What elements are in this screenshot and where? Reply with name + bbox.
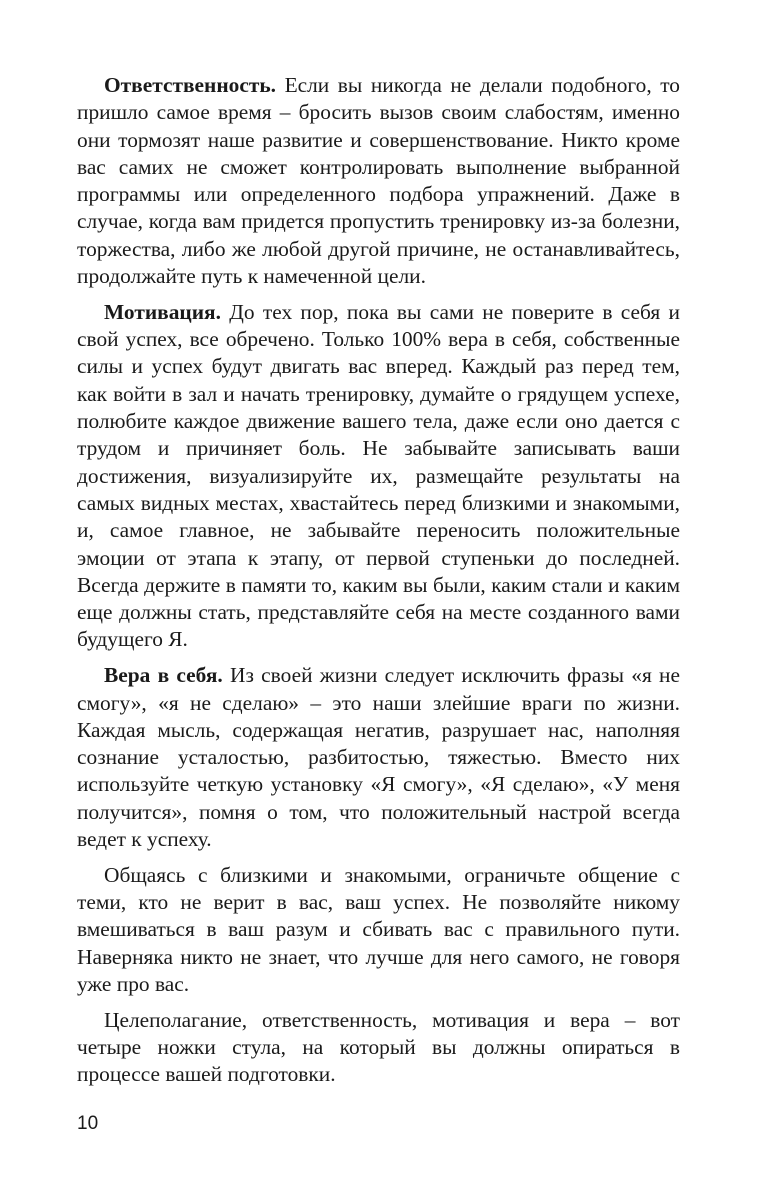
paragraph-self-belief [77, 662, 680, 853]
paragraph-motivation [77, 299, 680, 654]
paragraph-heading: Мотивация. [104, 299, 221, 324]
paragraph-text: Из своей жизни следует исключить фразы «я не смогу», «я не сделаю» – это наши злейшие враги по жизни. Каждая мысль, содержащая негатив, разрушает нас, наполняя сознание усталостью, разбитостью, тяжестью. Вместо них используйте четкую установку «Я смогу», «Я сделаю», «У меня получится», помня о том, что положительный настрой всегда ведет к успеху. [77, 663, 680, 852]
paragraph-text: Если вы никогда не делали подобного, то пришло самое время – бросить вызов своим слабостям, именно они тормозят наше развитие и совершенствование. Никто кроме вас самих не сможет контролировать выполнение выбранной программы или определенного подбора упражнений. Даже в случае, когда вам придется пропустить тренировку из-за болезни, торжества, либо же любой другой причине, не останавливайтесь, продолжайте путь к намеченной цели. [77, 73, 680, 289]
paragraph-communication [77, 862, 680, 998]
paragraph-text: Общаясь с близкими и знакомыми, ограничьте общение с теми, кто не верит в вас, ваш успех. Не позволяйте никому вмешиваться в ваш разум и сбивать вас с правильного пути. Наверняка никто не знает, что лучше для него самого, не говоря уже про вас. [77, 862, 680, 996]
page-number: 10 [77, 1113, 99, 1134]
page-body [77, 72, 680, 1097]
paragraph-summary [77, 1007, 680, 1089]
paragraph-text: Целеполагание, ответственность, мотивация и вера – вот четыре ножки стула, на который вы должны опираться в процессе вашей подготовки. [77, 1007, 680, 1087]
paragraph-heading: Вера в себя. [104, 663, 223, 688]
paragraph-heading: Ответственность. [104, 73, 277, 97]
paragraph-responsibility [77, 72, 680, 290]
paragraph-text: До тех пор, пока вы сами не поверите в себя и свой успех, все обречено. Только 100% вера в себя, собственные силы и успех будут двигать вас вперед. Каждый раз перед тем, как войти в зал и начать тренировку, думайте о грядущем успехе, полюбите каждое движение вашего тела, даже если оно дается с трудом и причиняет боль. Не забывайте записывать ваши достижения, визуализируйте их, размещайте результаты на самых видных местах, хвастайтесь перед близкими и знакомыми, и, самое главное, не забывайте переносить положительные эмоции от этапа к этапу, от первой ступеньки до последней. Всегда держите в памяти то, каким вы были, каким стали и каким еще должны стать, представляйте себя на месте созданного вами будущего Я. [77, 299, 680, 652]
